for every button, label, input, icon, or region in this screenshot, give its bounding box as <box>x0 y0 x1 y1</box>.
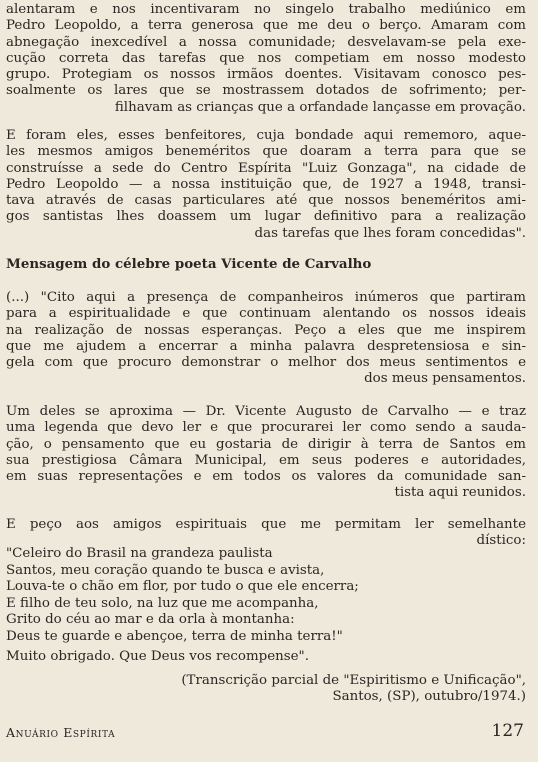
text-line: em suas representações e em todos os valores da comunidade san- <box>6 469 526 485</box>
text-line: que me ajudem a encerrar a minha palavra despretensiosa e sin- <box>6 338 526 354</box>
source-citation <box>181 673 526 706</box>
text-line: gos santistas lhes doassem um lugar definitivo para a realização <box>6 209 526 225</box>
text-line: sua prestigiosa Câmara Municipal, em seus poderes e autoridades, <box>6 452 526 468</box>
paragraph-center-founding <box>6 128 526 242</box>
text-line: gela com que procuro demonstrar o melhor dos meus sentimentos e <box>6 355 526 371</box>
text-line: abnegação inexcedível a nossa comunidade; desvelavam-se pela exe- <box>6 34 526 50</box>
text-line: grupo. Protegiam os nossos irmãos doentes. Visitavam conosco pes- <box>6 67 526 83</box>
text-line: E peço aos amigos espirituais que me permitam ler semelhante <box>6 517 526 532</box>
text-line: Um deles se aproxima — Dr. Vicente Augusto de Carvalho — e traz <box>6 404 526 419</box>
paragraph-benefactors-work <box>6 2 526 116</box>
text-line: tava através de casas particulares até que nossos beneméritos ami- <box>6 193 526 209</box>
poem-line: "Celeiro do Brasil na grandeza paulista <box>6 546 273 561</box>
text-line: para a espiritualidade e que continuam alentando os nossos ideais <box>6 306 526 322</box>
poem-line: Deus te guarde e abençoe, terra de minha terra!" <box>6 628 343 644</box>
poem-line: Grito do céu ao mar e da orla à montanha: <box>6 612 295 628</box>
paragraph-message-intro <box>6 290 526 388</box>
section-heading: Mensagem do célebre poeta Vicente de Carvalho <box>6 256 372 272</box>
citation-line: Santos, (SP), outubro/1974.) <box>332 689 526 705</box>
page-number: 127 <box>491 721 524 741</box>
text-line: dos meus pensamentos. <box>364 371 526 387</box>
document-page <box>6 0 528 762</box>
text-line: construísse a sede do Centro Espírita "Luiz Gonzaga", na cidade de <box>6 160 526 176</box>
text-line: dístico: <box>476 533 526 549</box>
text-line: E foram eles, esses benfeitores, cuja bondade aqui rememoro, aque- <box>6 128 526 143</box>
text-line: alentaram e nos incentivaram no singelo trabalho mediúnico em <box>6 2 526 17</box>
text-line: Pedro Leopoldo, a terra generosa que me deu o berço. Amaram com <box>6 18 526 34</box>
text-line: na realização de nossas esperanças. Peço a eles que me inspirem <box>6 322 526 338</box>
text-line: tista aqui reunidos. <box>394 485 526 501</box>
poem-line: Louva-te o chão em flor, por tudo o que ele encerra; <box>6 579 359 595</box>
text-line: ção, o pensamento que eu gostaria de dirigir à terra de Santos em <box>6 436 526 452</box>
text-line: filhavam as crianças que a orfandade lançasse em provação. <box>114 99 526 115</box>
citation-line: (Transcrição parcial de "Espiritismo e Unificação", <box>181 673 526 688</box>
poem-line: E filho de teu solo, na luz que me acompanha, <box>6 595 319 611</box>
running-footer-title <box>6 725 115 740</box>
paragraph-distich-intro <box>6 517 526 550</box>
closing-line: Muito obrigado. Que Deus vos recompense". <box>6 649 309 664</box>
publication-name: Anuário Espírita <box>6 725 116 740</box>
paragraph-vicente-arrives <box>6 404 526 502</box>
text-line: cução correta das tarefas que nos competiam em nosso modesto <box>6 50 526 66</box>
text-line: das tarefas que lhes foram concedidas". <box>254 225 526 241</box>
text-line: les mesmos amigos beneméritos que doaram a terra para que se <box>6 144 526 160</box>
text-line: (...) "Cito aqui a presença de companheiros inúmeros que partiram <box>6 290 526 305</box>
text-line: Pedro Leopoldo — a nossa instituição que, de 1927 a 1948, transi- <box>6 176 526 192</box>
text-line: soalmente os lares que se mostrassem dotados de sofrimento; per- <box>6 83 526 99</box>
poem-line: Santos, meu coração quando te busca e avista, <box>6 562 325 578</box>
text-line: uma legenda que devo ler e que procurarei ler como sendo a sauda- <box>6 420 526 436</box>
poem-block <box>6 546 359 646</box>
